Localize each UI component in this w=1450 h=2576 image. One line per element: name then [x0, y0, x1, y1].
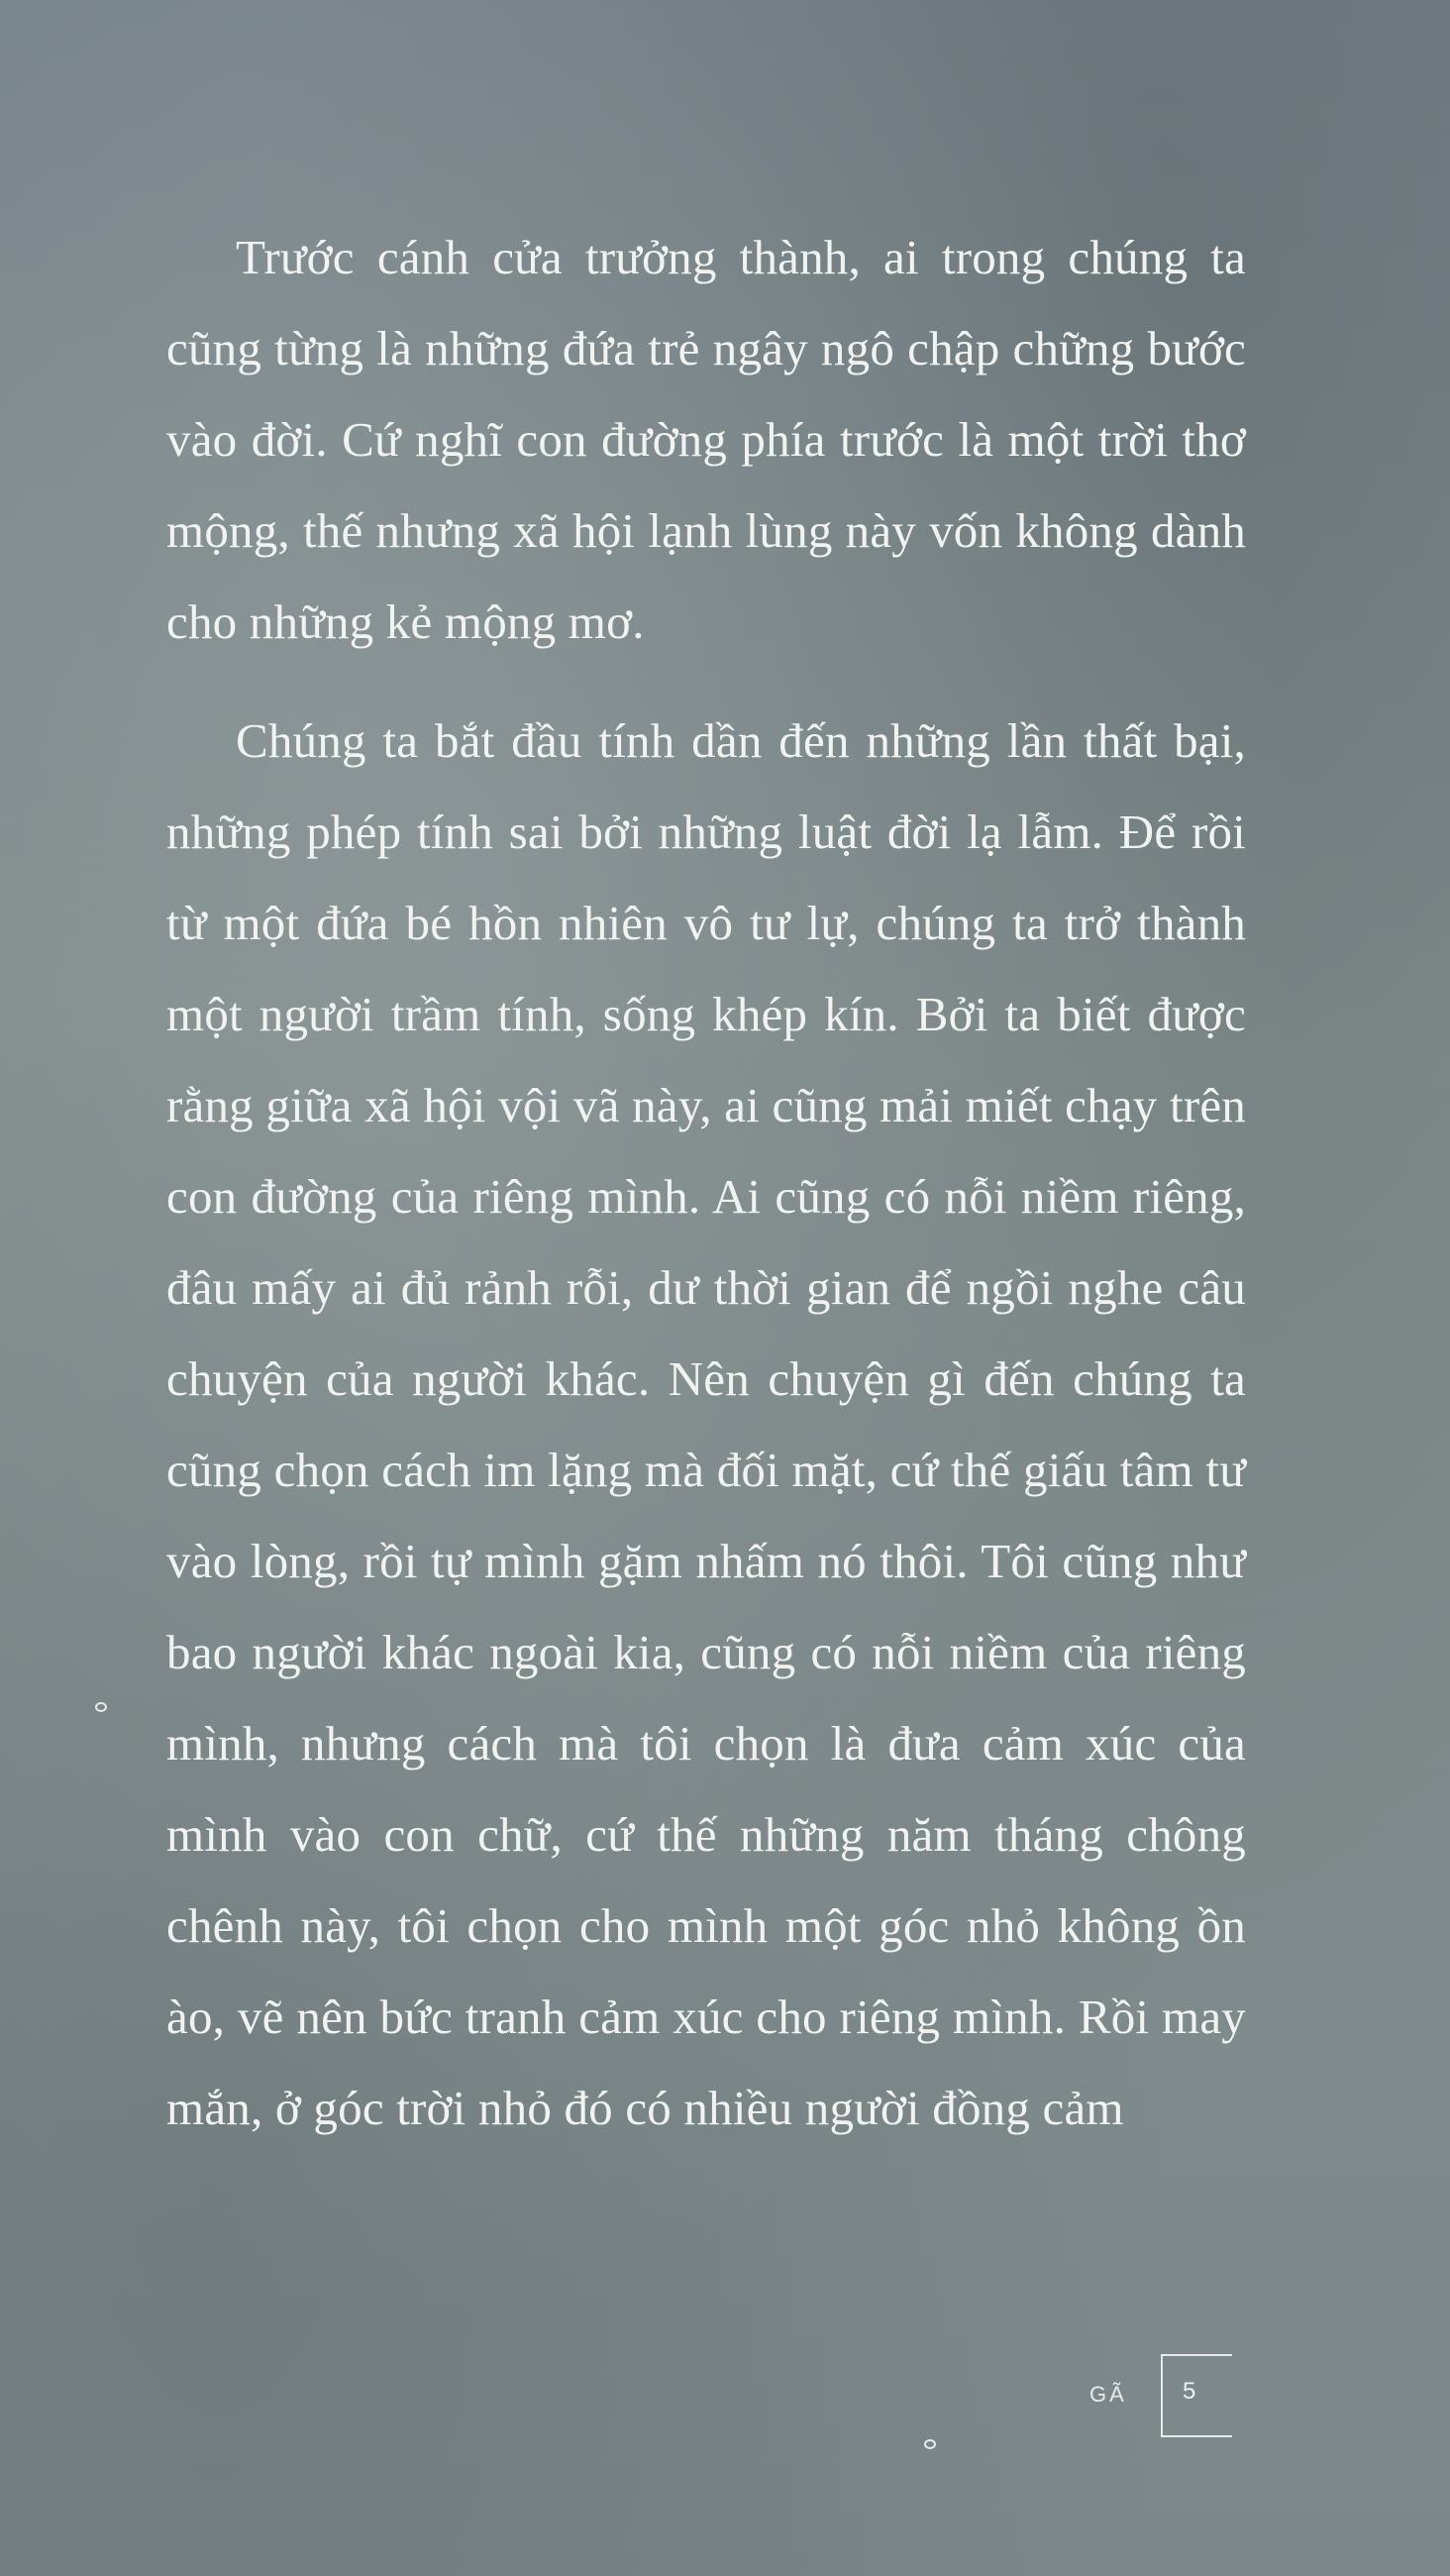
paper-speck-mark — [924, 2439, 936, 2449]
paragraph-1: Trước cánh cửa trưởng thành, ai trong chúng ta cũng từng là những đứa trẻ ngây ngô chập chững bước vào đời. Cứ nghĩ con đường phía trước là một trời thơ mộng, thế nhưng xã hội lạnh lùng này vốn không dành cho những kẻ mộng mơ. — [166, 230, 1246, 649]
body-text — [166, 212, 1246, 2154]
folio-bracket — [1161, 2354, 1232, 2437]
page-number: 5 — [1183, 2378, 1196, 2405]
paper-speck-mark — [95, 1702, 107, 1712]
running-head: GÃ — [1089, 2382, 1127, 2407]
paragraph-2: Chúng ta bắt đầu tính dần đến những lần thất bại, những phép tính sai bởi những luật đời lạ lẫm. Để rồi từ một đứa bé hồn nhiên vô tư lự, chúng ta trở thành một người trầm tính, sống khép kín. Bởi ta biết được rằng giữa xã hội vội vã này, ai cũng mải miết chạy trên con đường của riêng mình. Ai cũng có nỗi niềm riêng, đâu mấy ai đủ rảnh rỗi, dư thời gian để ngồi nghe câu chuyện của người khác. Nên chuyện gì đến chúng ta cũng chọn cách im lặng mà đối mặt, cứ thế giấu tâm tư vào lòng, rồi tự mình gặm nhấm nó thôi. Tôi cũng như bao người khác ngoài kia, cũng có nỗi niềm của riêng mình, nhưng cách mà tôi chọn là đưa cảm xúc của mình vào con chữ, cứ thế những năm tháng chông chênh này, tôi chọn cho mình một góc nhỏ không ồn ào, vẽ nên bức tranh cảm xúc cho riêng mình. Rồi may mắn, ở góc trời nhỏ đó có nhiều người đồng cảm — [166, 713, 1246, 2135]
page-footer — [1089, 2354, 1288, 2433]
